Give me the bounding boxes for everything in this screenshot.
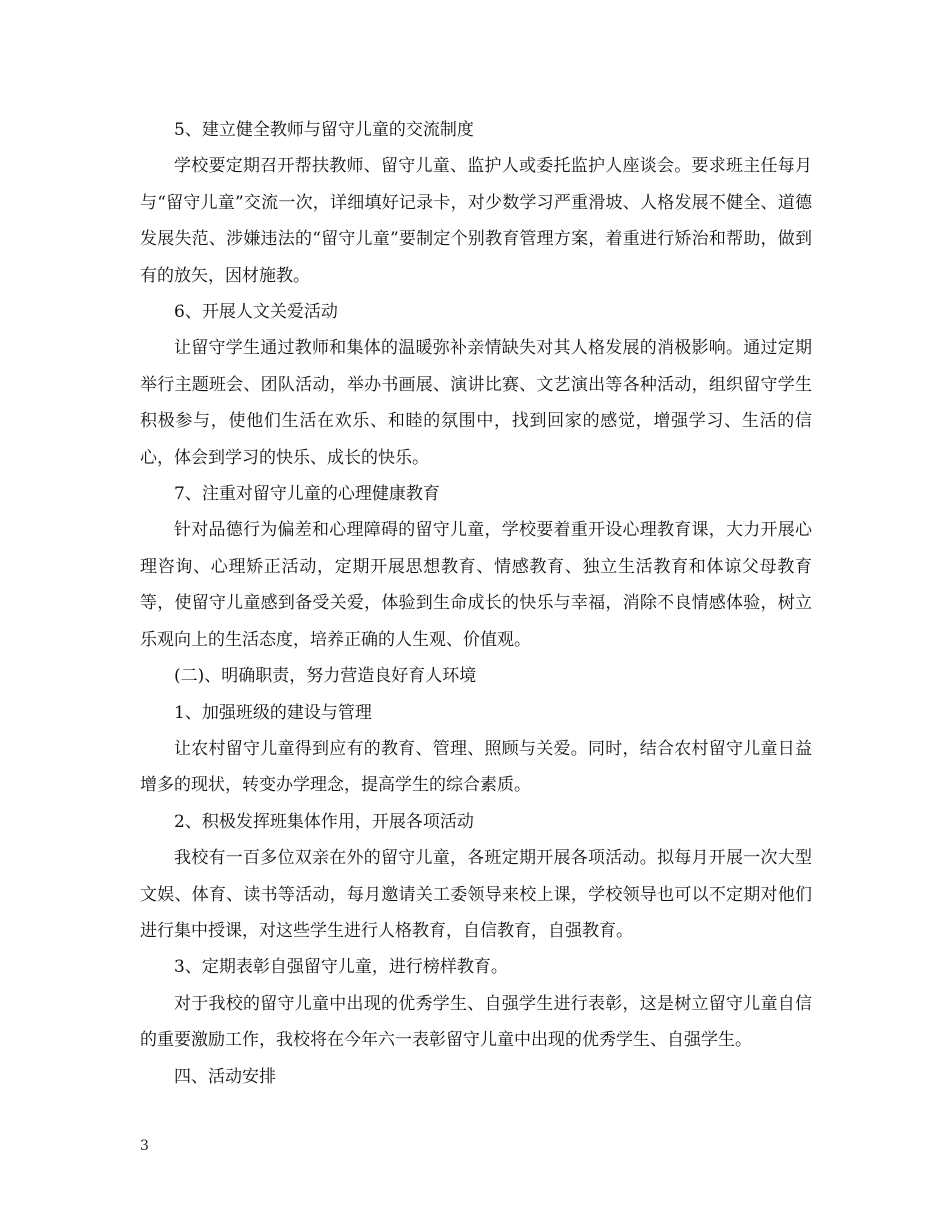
paragraph-humanistic-care: 让留守学生通过教师和集体的温暖弥补亲情缺失对其人格发展的消极影响。通过定期举行主题班会、团队活动，举办书画展、演讲比赛、文艺演出等各种活动，组织留守学生积极参与，使他们生活在欢乐、和睦的氛围中，找到回家的感觉，增强学习、生活的信心，体会到学习的快乐、成长的快乐。 — [140, 338, 812, 468]
heading-class-activities: 2、积极发挥班集体作用，开展各项活动 — [174, 811, 474, 832]
paragraph-mental-health: 针对品德行为偏差和心理障碍的留守儿童，学校要着重开设心理教育课，大力开展心理咨询、心理矫正活动，定期开展思想教育、情感教育、独立生活教育和体谅父母教育等，使留守儿童感到备受关爱，体验到生命成长的快乐与幸福，消除不良情感体验，树立乐观向上的生活态度，培养正确的人生观、价值观。 — [140, 520, 812, 650]
heading-teacher-communication: 5、建立健全教师与留守儿童的交流制度 — [174, 120, 474, 140]
section-heading-activity-arrangement: 四、活动安排 — [174, 1066, 276, 1087]
paragraph-commendation: 对于我校的留守儿童中出现的优秀学生、自强学生进行表彰，这是树立留守儿童自信的重要激励工作，我校将在今年六一表彰留守儿童中出现的优秀学生、自强学生。 — [140, 993, 812, 1051]
page-number: 3 — [140, 1138, 149, 1154]
section-heading-responsibilities: (二)、明确职责，努力营造良好育人环境 — [174, 666, 477, 687]
heading-class-management: 1、加强班级的建设与管理 — [174, 702, 372, 723]
paragraph-teacher-communication: 学校要定期召开帮扶教师、留守儿童、监护人或委托监护人座谈会。要求班主任每月与“留守儿童”交流一次，详细填好记录卡，对少数学习严重滑坡、人格发展不健全、道德发展失范、涉嫌违法的“留守儿童”要制定个别教育管理方案，着重进行矫治和帮助，做到有的放矢，因材施教。 — [140, 156, 812, 286]
document-body — [140, 112, 812, 1095]
paragraph-class-management: 让农村留守儿童得到应有的教育、管理、照顾与关爱。同时，结合农村留守儿童日益增多的现状，转变办学理念，提高学生的综合素质。 — [140, 738, 812, 796]
paragraph-class-activities: 我校有一百多位双亲在外的留守儿童，各班定期开展各项活动。拟每月开展一次大型文娱、体育、读书等活动，每月邀请关工委领导来校上课，学校领导也可以不定期对他们进行集中授课，对这些学生进行人格教育，自信教育，自强教育。 — [140, 848, 812, 941]
heading-humanistic-care: 6、开展人文关爱活动 — [174, 302, 338, 323]
heading-commendation: 3、定期表彰自强留守儿童，进行榜样教育。 — [174, 957, 508, 978]
heading-mental-health: 7、注重对留守儿童的心理健康教育 — [174, 484, 440, 505]
